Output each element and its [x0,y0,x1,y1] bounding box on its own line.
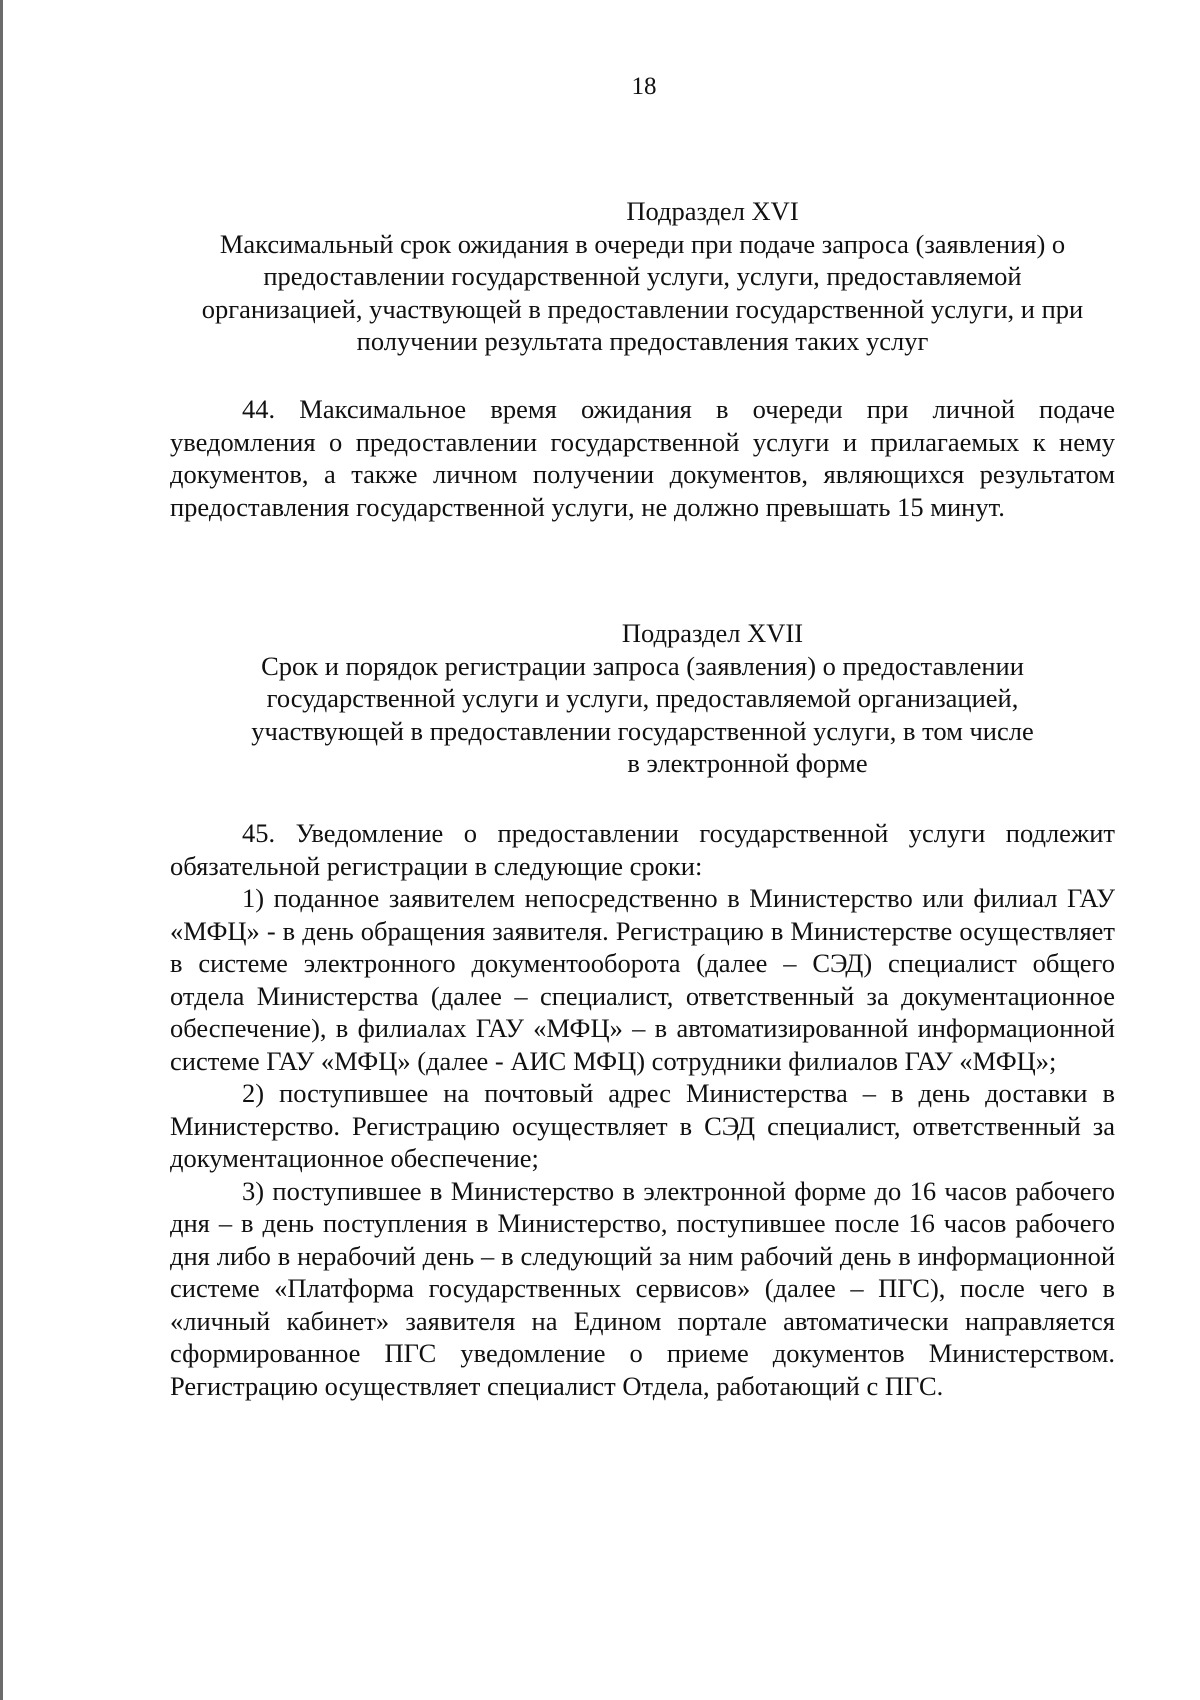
page-number: 18 [631,73,657,100]
section-17-title: Подраздел XVII [621,618,804,648]
section-16-heading-line: получении результата предоставления таких услуг [356,326,929,356]
section-17-body [170,817,1115,1402]
section-16-heading-line: предоставлении государственной услуги, услуги, предоставляемой [263,261,1022,291]
section-16-heading-line: организацией, участвующей в предоставлении государственной услуги, и при [201,293,1084,324]
section-16-title: Подраздел XVI [626,196,799,226]
list-item-1: 1) поданное заявителем непосредственно в Министерство или филиал ГАУ «МФЦ» - в день обращения заявителя. Регистрацию в Министерстве осуществляет в системе электронного документооборота (далее – СЭД) специалист общего отдела Министерства (далее – специалист, ответственный за документационное обеспечение), в филиалах ГАУ «МФЦ» – в автоматизированной информационной системе ГАУ «МФЦ» (далее - АИС МФЦ) сотрудники филиалов ГАУ «МФЦ»; [170,883,1115,1076]
paragraph-44: 44. Максимальное время ожидания в очереди при личной подаче уведомления о предоставлении государственной услуги и прилагаемых к нему документов, а также личном получении документов, являющихся результатом предоставления государственной услуги, не должно превышать 15 минут. [170,394,1115,522]
section-17-heading-line: в электронной форме [627,748,868,778]
paragraph-45: 45. Уведомление о предоставлении государственной услуги подлежит обязательной регистрации в следующие сроки: [170,818,1115,881]
list-item-2: 2) поступившее на почтовый адрес Министерства – в день доставки в Министерство. Регистрацию осуществляет в СЭД специалист, ответственный за документационное обеспечение; [170,1078,1115,1173]
scan-edge-line [0,0,3,1700]
list-item-3: 3) поступившее в Министерство в электронной форме до 16 часов рабочего дня – в день поступления в Министерство, поступившее после 16 часов рабочего дня либо в нерабочий день – в следующий за ним рабочий день в информационной системе «Платформа государственных сервисов» (далее – ПГС), после чего в «личный кабинет» заявителя на Едином портале автоматически направляется сформированное ПГС уведомление о приеме документов Министерством. Регистрацию осуществляет специалист Отдела, работающий с ПГС. [170,1175,1115,1401]
section-17-heading [170,617,1115,780]
section-16-heading-line: Максимальный срок ожидания в очереди при подаче запроса (заявления) о [219,228,1066,259]
section-16-heading [170,195,1115,358]
section-17-heading-line: государственной услуги и услуги, предоставляемой организацией, [266,683,1019,713]
section-17-heading-line: участвующей в предоставлении государственной услуги, в том числе [251,715,1034,746]
section-16-body [170,393,1115,523]
section-17-heading-line: Срок и порядок регистрации запроса (заявления) о предоставлении [261,650,1024,681]
